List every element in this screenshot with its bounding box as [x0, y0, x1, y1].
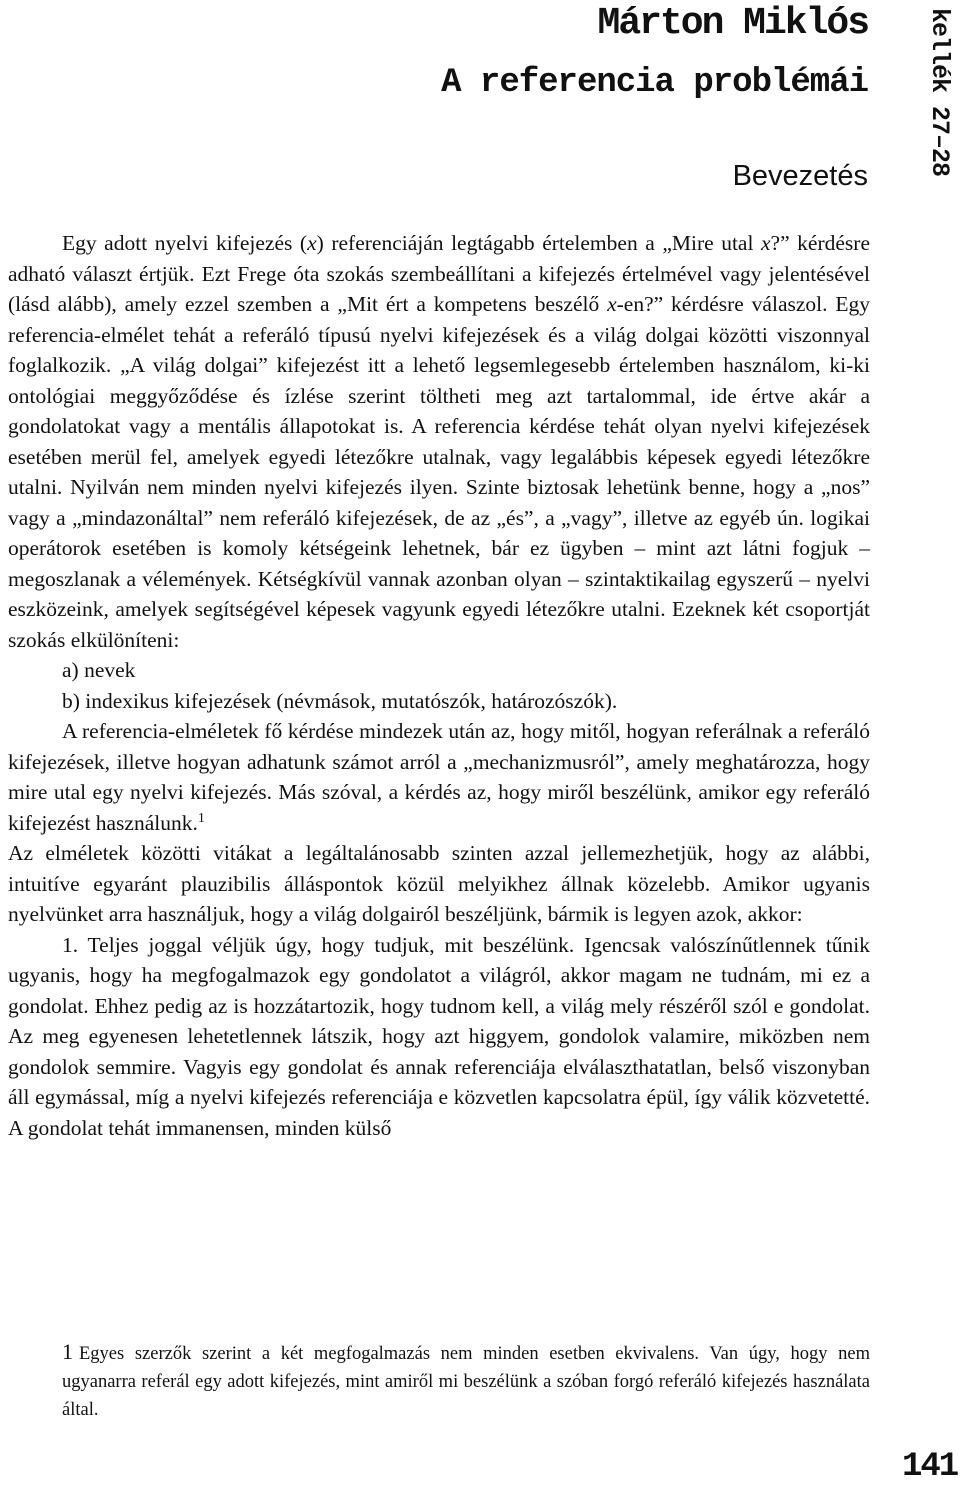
page-number: 141: [902, 1448, 958, 1486]
article-title: A referencia problémái: [441, 64, 868, 102]
paragraph-intro: Egy adott nyelvi kifejezés (x) referenciáján legtágabb értelemben a „Mire utal x?” kérdésre adható választ értjük. Ezt Frege óta szokás szembeállítani a kifejezés értelmével vagy jelentésével (lásd alább), amely ezzel szemben a „Mit ért a kompetens beszélő x-en?” kérdésre válaszol. Egy referencia-elmélet tehát a referáló típusú nyelvi kifejezések és a világ dolgai közötti viszonnyal foglalkozik. „A világ dolgai” kifejezést itt a lehető legsemlegesebb értelemben használom, ki-ki ontológiai meggyőződése és ízlése szerint töltheti meg azt tartalommal, ide értve akár a gondolatokat vagy a mentális állapotokat is. A referencia kérdése tehát olyan nyelvi kifejezések esetében merül fel, amelyek egyedi létezőkre utalnak, vagy legalábbis képesek egyedi létezőkre utalni. Nyilván nem minden nyelvi kifejezés ilyen. Szinte biztosak lehetünk benne, hogy a „nos” vagy a „mindazonáltal” nem referáló kifejezések, de az „és”, a „vagy”, illetve az egyéb ún. logikai operátorok esetében is komoly kétségeink lehetnek, bár ez ügyben – mint azt látni fogjuk – megoszlanak a vélemények. Kétségkívül vannak azonban olyan – szintaktikailag egyszerű – nyelvi eszközeink, amelyek segítségével képesek vagyunk egyedi létezőkre utalni. Ezeknek két csoportját szokás elkülöníteni:: [8, 231, 870, 652]
variable-x: x: [307, 231, 317, 255]
article-body: [8, 228, 870, 1143]
footnote-mark: 1: [62, 1339, 73, 1364]
paragraph-theories: Az elméletek közötti vitákat a legáltalánosabb szinten azzal jellemezhetjük, hogy az alábbi, intuitíve egyaránt plauzibilis álláspontok közül melyikhez állnak közelebb. Amikor ugyanis nyelvünket arra használjuk, hogy a világ dolgairól beszéljünk, bármik is legyen azok, akkor:: [8, 841, 870, 926]
list-item-names: a) nevek: [62, 658, 136, 682]
footnote-text: Egyes szerzők szerint a két megfogalmazás nem minden esetben ekvivalens. Van úgy, hogy nem ugyanarra referál egy adott kifejezés, mint amiről mi beszélünk a szóban forgó referáló kifejezés használata által.: [62, 1344, 870, 1420]
variable-x: x: [761, 231, 771, 255]
author-name: Márton Miklós: [597, 2, 868, 45]
section-heading: Bevezetés: [732, 160, 868, 192]
footnote-reference: 1: [197, 810, 205, 826]
list-item-indexicals: b) indexikus kifejezések (névmások, mutatószók, határozószók).: [62, 688, 618, 713]
variable-x: x: [607, 292, 617, 316]
journal-running-head: kellék 27–28: [925, 8, 954, 177]
footnote: [62, 1338, 870, 1424]
paragraph-point-one: 1. Teljes joggal véljük úgy, hogy tudjuk, mit beszélünk. Igencsak valószínűtlennek tűnik ugyanis, hogy ha megfogalmazok egy gondolatot a világról, akkor magam ne tudnám, mi ez a gondolat. Ehhez pedig az is hozzátartozik, hogy tudnom kell, a világ mely részéről szól e gondolat. Az meg egyenesen lehetetlennek látszik, hogy azt higgyem, gondolok valamire, miközben nem gondolok semmire. Vagyis egy gondolat és annak referenciája elválaszthatatlan, belső viszonyban áll egymással, míg a nyelvi kifejezés referenciája e közvetlen kapcsolatra épül, így válik közvetetté. A gondolat tehát immanensen, minden külső: [8, 932, 870, 1140]
paragraph-main-question: A referencia-elméletek fő kérdése mindezek után az, hogy mitől, hogyan referálnak a referáló kifejezések, illetve hogyan adhatunk számot arról a „mechanizmusról”, amely meghatározza, hogy mire utal egy nyelvi kifejezés. Más szóval, a kérdés az, hogy miről beszélünk, amikor egy referáló kifejezést használunk.$^1$: [8, 719, 870, 835]
